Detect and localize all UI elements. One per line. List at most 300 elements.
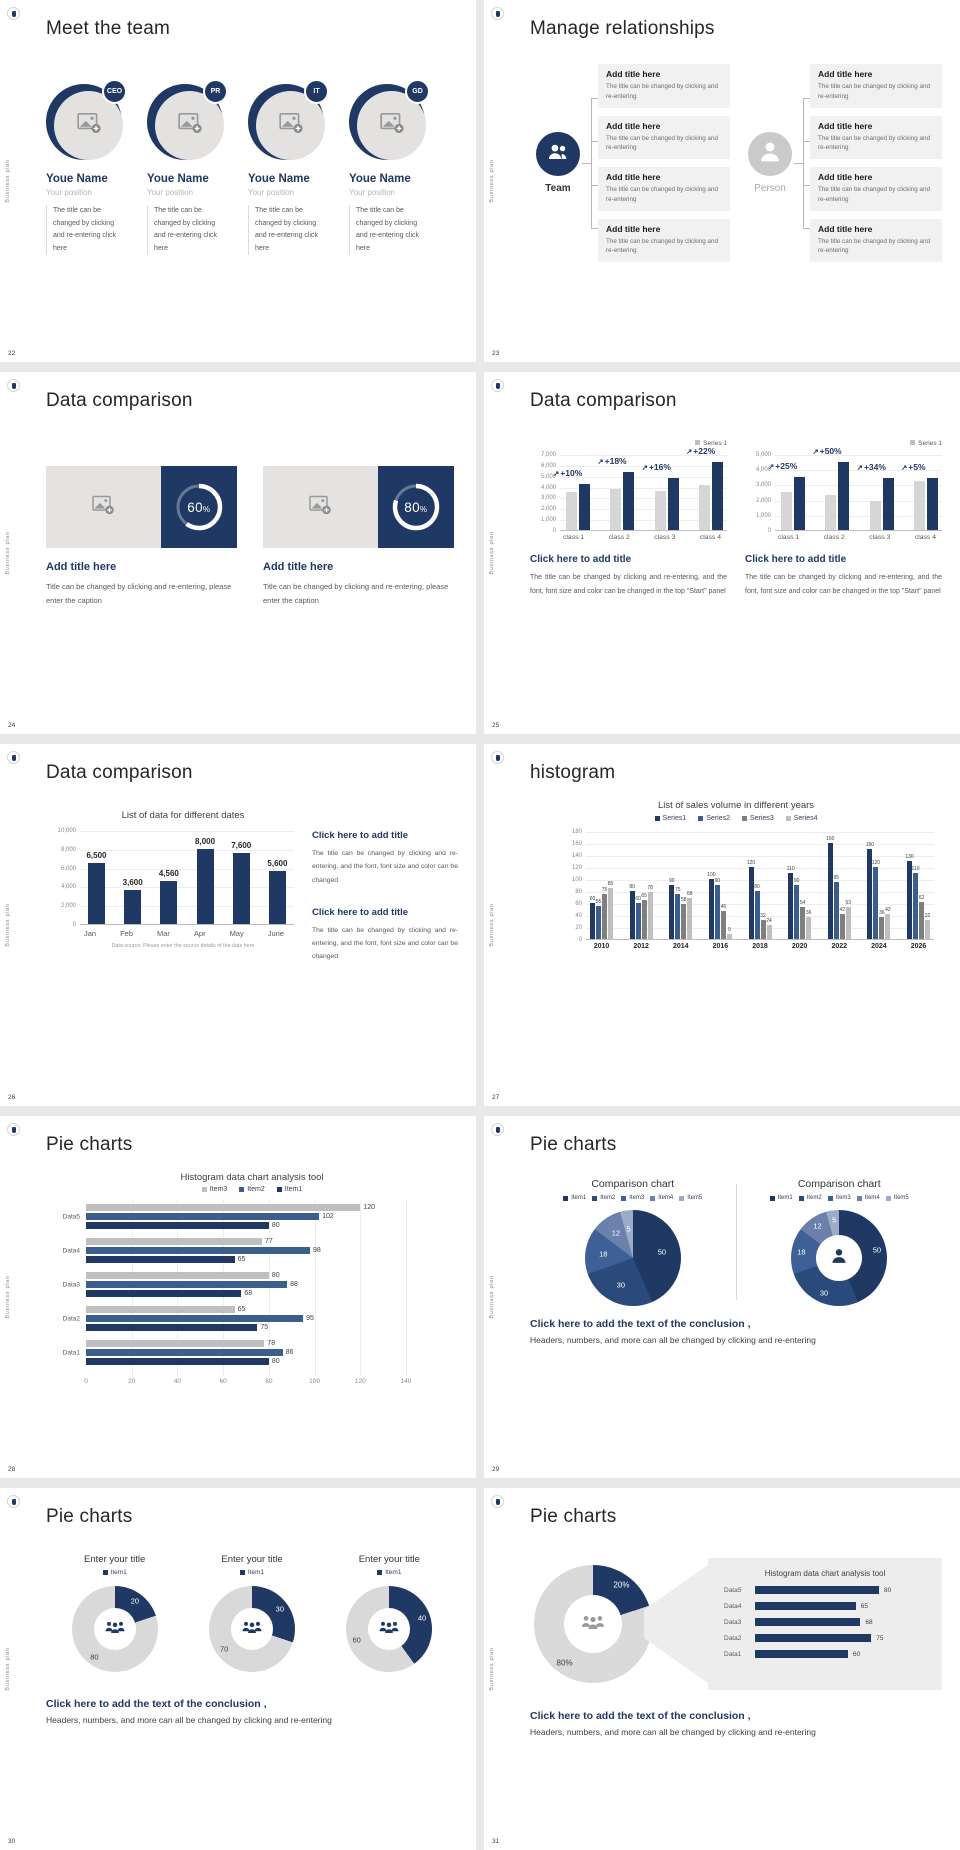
pie-slice-label: 50 bbox=[872, 1245, 882, 1255]
bar-value-label: 150 bbox=[865, 842, 875, 848]
x-tick-label: 2012 bbox=[633, 943, 649, 950]
brand-logo-icon bbox=[7, 7, 20, 20]
slide-thumbnail-28[interactable] bbox=[0, 1116, 476, 1478]
bar-value-label: 80 bbox=[271, 1222, 280, 1229]
chart-footnote: Data source: Please enter the source details of the data here bbox=[111, 943, 255, 949]
progress-percent: 80% bbox=[404, 499, 428, 515]
info-box-desc: The title can be changed by clicking and re-entering bbox=[606, 237, 719, 255]
y-tick-label: 0 bbox=[552, 528, 556, 534]
x-tick-label: Apr bbox=[193, 929, 206, 938]
donut-chart bbox=[72, 1586, 158, 1672]
chart-cta-title: Click here to add title bbox=[745, 554, 847, 565]
bar-value-label: 68 bbox=[865, 1618, 873, 1626]
chart-title: Enter your title bbox=[84, 1554, 146, 1565]
pie-slice-label: 18 bbox=[797, 1247, 806, 1257]
pie-slice-label: 30 bbox=[819, 1288, 829, 1298]
slide-title: Pie charts bbox=[46, 1134, 133, 1155]
bar bbox=[767, 925, 772, 939]
bar-group bbox=[668, 878, 693, 950]
x-tick-label: 60 bbox=[219, 1378, 227, 1385]
baseline-bar bbox=[655, 491, 666, 530]
chart-cta-desc: The title can be changed by clicking and re-entering, and the font, font size and color can be changed in the top "Start" panel bbox=[530, 574, 727, 595]
bar bbox=[86, 1213, 319, 1220]
sidebar-brand-text: Business plan bbox=[5, 1647, 11, 1691]
bar bbox=[269, 871, 286, 924]
bar bbox=[794, 885, 799, 939]
bar-group bbox=[122, 878, 143, 924]
bar bbox=[913, 873, 918, 939]
info-box bbox=[598, 64, 730, 108]
x-tick-label: 40 bbox=[173, 1378, 182, 1385]
legend-item: Item2 bbox=[592, 1195, 615, 1201]
conclusion-block bbox=[530, 1710, 942, 1737]
callout-beam bbox=[644, 1565, 708, 1683]
bar bbox=[636, 903, 641, 939]
bar bbox=[828, 843, 833, 939]
bar bbox=[88, 863, 105, 924]
x-tick-label: Feb bbox=[120, 929, 134, 938]
x-tick-label: 2010 bbox=[593, 943, 610, 950]
x-tick-label: class 2 bbox=[823, 534, 845, 541]
image-placeholder-icon bbox=[379, 110, 405, 141]
bar-value-label: 100 bbox=[707, 872, 716, 878]
bar-value-label: 5,600 bbox=[267, 859, 288, 868]
hbar-group bbox=[62, 1204, 406, 1229]
slide-thumbnail-25[interactable] bbox=[484, 372, 960, 734]
info-box-desc: The title can be changed by clicking and re-entering bbox=[818, 186, 931, 203]
y-tick-label: 180 bbox=[571, 829, 582, 835]
bar bbox=[86, 1247, 310, 1254]
brand-logo-icon bbox=[7, 751, 20, 764]
bar bbox=[755, 1586, 879, 1594]
growth-label: ↗+16% bbox=[641, 462, 671, 472]
slide-thumbnail-29[interactable] bbox=[484, 1116, 960, 1478]
progress-donut bbox=[378, 466, 454, 548]
chart-title: Histogram data chart analysis tool bbox=[764, 1569, 886, 1578]
bar-value-label: 102 bbox=[322, 1213, 334, 1220]
legend-item: Item5 bbox=[886, 1195, 909, 1201]
legend-item: Item4 bbox=[650, 1195, 673, 1201]
relation-group bbox=[742, 64, 942, 262]
chart-legend: Series 1 bbox=[745, 440, 942, 447]
category-label: Data4 bbox=[724, 1602, 742, 1610]
bar-group bbox=[231, 841, 252, 924]
bar-value-label: 3,600 bbox=[122, 878, 143, 887]
pie-slice-label: 40 bbox=[417, 1613, 427, 1623]
chart-title: Comparison chart bbox=[591, 1178, 675, 1190]
x-tick-label: 2018 bbox=[752, 943, 768, 950]
bar-value-label: 42 bbox=[839, 907, 846, 913]
legend-item: Item3 bbox=[202, 1186, 228, 1193]
donut-chart-block bbox=[183, 1554, 320, 1672]
info-box-title: Add title here bbox=[606, 120, 661, 131]
x-tick-label: class 2 bbox=[608, 534, 630, 541]
pie-slice-label: 5 bbox=[626, 1224, 631, 1234]
conclusion-desc: Headers, numbers, and more can all be changed by clicking and re-entering bbox=[530, 1335, 816, 1345]
member-position: Your position bbox=[248, 188, 294, 197]
pie-slice-label: 12 bbox=[611, 1228, 621, 1238]
pie-slice-label: 12 bbox=[813, 1221, 822, 1231]
bar-value-label: 4,560 bbox=[158, 869, 179, 878]
bar-value-label: 32 bbox=[924, 913, 931, 919]
member-role-badge: PR bbox=[203, 79, 228, 104]
info-box-title: Add title here bbox=[606, 223, 661, 234]
bar-value-label: 120 bbox=[746, 860, 756, 866]
bar bbox=[800, 907, 805, 939]
pie-chart bbox=[585, 1210, 681, 1306]
bar-value-label: 42 bbox=[885, 907, 891, 913]
bar-value-label: 80 bbox=[271, 1272, 280, 1279]
growth-label: ↗+18% bbox=[597, 456, 627, 466]
bar-value-label: 6,500 bbox=[86, 851, 107, 860]
growth-label: ↗+5% bbox=[900, 462, 926, 472]
brand-logo-icon bbox=[491, 1495, 504, 1508]
bar bbox=[873, 867, 878, 939]
member-role-badge: CEO bbox=[102, 79, 127, 104]
pie-chart-block bbox=[530, 1178, 736, 1306]
bar bbox=[846, 907, 851, 939]
bar-value-label: 85 bbox=[607, 881, 614, 887]
team-member-card bbox=[349, 82, 439, 255]
info-box-title: Add title here bbox=[818, 172, 873, 182]
image-placeholder-icon bbox=[308, 493, 332, 522]
legend-item: Item2 bbox=[799, 1195, 822, 1201]
x-tick-label: 2014 bbox=[672, 943, 689, 950]
pie-slice-label: 50 bbox=[657, 1247, 667, 1257]
bar-group bbox=[865, 842, 891, 950]
trend-up-arrow-icon: ↗ bbox=[856, 463, 863, 472]
slide-number: 28 bbox=[8, 1466, 16, 1473]
gridline bbox=[80, 831, 294, 832]
sidebar-brand-text: Business plan bbox=[489, 531, 495, 575]
y-tick-label: 100 bbox=[571, 877, 582, 883]
slide-title: Pie charts bbox=[530, 1134, 617, 1155]
y-tick-label: 4,000 bbox=[755, 467, 771, 474]
group-label: Team bbox=[545, 183, 571, 194]
card-title: Add title here bbox=[46, 561, 117, 573]
conclusion-title: Click here to add the text of the conclusion , bbox=[530, 1710, 751, 1722]
chart-cta-desc: The title can be changed by clicking and re-entering, and the font, font size and color can be changed in the top "Start" panel bbox=[745, 574, 942, 595]
pie-slice-label: 20 bbox=[130, 1596, 140, 1606]
category-label: Data1 bbox=[724, 1650, 742, 1658]
chart-title: Comparison chart bbox=[797, 1178, 881, 1190]
bar-value-label: 60 bbox=[853, 1650, 861, 1658]
growth-label: ↗+25% bbox=[768, 461, 798, 471]
bar-value-label: 9 bbox=[727, 927, 731, 933]
chart-title: Enter your title bbox=[358, 1554, 420, 1565]
category-label: Data5 bbox=[62, 1213, 80, 1220]
trend-up-arrow-icon: ↗ bbox=[768, 462, 775, 471]
member-name: Youe Name bbox=[46, 173, 108, 185]
slide-thumbnail-23[interactable] bbox=[484, 0, 960, 362]
trend-up-arrow-icon: ↗ bbox=[597, 457, 604, 466]
bar bbox=[669, 885, 674, 939]
hbar-row bbox=[724, 1618, 926, 1626]
bar bbox=[715, 885, 720, 939]
bar-group bbox=[707, 872, 732, 950]
member-description: The title can be changed by clicking and re-entering click here bbox=[349, 205, 429, 255]
pie-slice-label: 80% bbox=[556, 1658, 573, 1668]
bar-value-label: 58 bbox=[680, 897, 687, 903]
bar bbox=[86, 1349, 283, 1356]
bar bbox=[788, 873, 793, 939]
bar bbox=[86, 1290, 241, 1297]
member-position: Your position bbox=[147, 188, 193, 197]
y-tick-label: 40 bbox=[575, 913, 582, 919]
hbar-row bbox=[724, 1634, 926, 1642]
people-group-icon bbox=[579, 1613, 607, 1636]
slide-title: Pie charts bbox=[530, 1506, 617, 1527]
chart-legend bbox=[46, 1186, 458, 1193]
conclusion-block bbox=[530, 1318, 942, 1345]
donut-chart-block bbox=[46, 1554, 183, 1672]
bar bbox=[86, 1315, 303, 1322]
bar bbox=[806, 917, 811, 939]
member-role-badge: IT bbox=[304, 79, 329, 104]
current-bar bbox=[883, 478, 894, 530]
brand-logo-icon bbox=[7, 379, 20, 392]
legend-item: Series3 bbox=[742, 815, 774, 822]
bar bbox=[86, 1281, 287, 1288]
conclusion-desc: Headers, numbers, and more can all be changed by clicking and re-entering bbox=[46, 1715, 332, 1725]
x-tick-label: 2026 bbox=[910, 943, 927, 950]
current-bar bbox=[838, 462, 849, 530]
donut-center bbox=[368, 1608, 410, 1650]
category-label: Data2 bbox=[62, 1315, 80, 1322]
slide-thumbnail-22[interactable] bbox=[0, 0, 476, 362]
baseline-bar bbox=[781, 492, 792, 530]
current-bar bbox=[579, 484, 590, 530]
slide-title: Pie charts bbox=[46, 1506, 133, 1527]
baseline-bar bbox=[610, 489, 621, 530]
x-tick-label: Jan bbox=[84, 929, 97, 938]
y-tick-label: 0 bbox=[72, 922, 76, 928]
baseline-bar bbox=[566, 492, 577, 530]
member-name: Youe Name bbox=[349, 173, 411, 185]
slide-thumbnail-31[interactable] bbox=[484, 1488, 960, 1850]
bar-value-label: 90 bbox=[668, 878, 675, 884]
pie-slice-label: 20% bbox=[613, 1580, 630, 1590]
slide-number: 31 bbox=[492, 1838, 500, 1845]
slide-title: Data comparison bbox=[46, 390, 193, 411]
member-avatar bbox=[349, 82, 431, 164]
bar bbox=[86, 1256, 235, 1263]
member-avatar bbox=[147, 82, 229, 164]
person-icon bbox=[755, 137, 785, 172]
bar-value-label: 32 bbox=[760, 913, 766, 919]
bar bbox=[919, 902, 924, 939]
pie-slice-label: 70 bbox=[219, 1644, 229, 1654]
sidebar-brand-text: Business plan bbox=[5, 1275, 11, 1319]
bar bbox=[675, 894, 680, 939]
current-bar bbox=[794, 477, 805, 530]
conclusion-desc: Headers, numbers, and more can all be changed by clicking and re-entering bbox=[530, 1727, 816, 1737]
y-tick-label: 1,000 bbox=[540, 517, 556, 524]
pie-slice-label: 60 bbox=[352, 1635, 361, 1645]
bar-value-label: 110 bbox=[786, 866, 795, 872]
current-bar bbox=[623, 472, 634, 530]
slide-thumbnail-30[interactable] bbox=[0, 1488, 476, 1850]
card-desc: Title can be changed by clicking and re-entering, please enter the caption bbox=[46, 582, 232, 606]
conclusion-title: Click here to add the text of the conclusion , bbox=[46, 1698, 267, 1710]
x-tick-label: 0 bbox=[84, 1378, 88, 1385]
x-tick-label: class 1 bbox=[778, 534, 800, 541]
y-tick-label: 2,000 bbox=[755, 497, 771, 504]
chart-title: Histogram data chart analysis tool bbox=[180, 1172, 324, 1183]
text-block bbox=[312, 907, 458, 964]
bar-value-label: 24 bbox=[766, 918, 772, 924]
x-tick-label: class 4 bbox=[699, 534, 721, 541]
trend-up-arrow-icon: ↗ bbox=[685, 447, 693, 456]
bar-group bbox=[812, 446, 849, 530]
team-icon bbox=[545, 139, 571, 170]
y-tick-label: 140 bbox=[571, 853, 582, 859]
bar-group bbox=[900, 462, 938, 530]
card-desc: Title can be changed by clicking and re-entering, please enter the caption bbox=[263, 582, 449, 606]
info-box-desc: The title can be changed by clicking and re-entering bbox=[606, 83, 719, 100]
connector-lines bbox=[586, 80, 598, 246]
x-tick-label: class 1 bbox=[563, 534, 585, 541]
member-name: Youe Name bbox=[147, 173, 209, 185]
team-member-card bbox=[46, 82, 136, 255]
x-tick-label: 120 bbox=[354, 1378, 366, 1385]
slide-number: 26 bbox=[8, 1094, 16, 1101]
y-tick-label: 80 bbox=[575, 889, 582, 895]
info-box-title: Add title here bbox=[818, 120, 873, 131]
slide-thumbnail-24[interactable] bbox=[0, 372, 476, 734]
bar-group bbox=[86, 851, 107, 924]
bar bbox=[86, 1340, 264, 1347]
info-box-title: Add title here bbox=[606, 172, 661, 182]
person-icon bbox=[748, 132, 792, 176]
sidebar-brand-text: Business plan bbox=[489, 159, 495, 203]
image-placeholder-icon bbox=[177, 110, 203, 141]
bar-group bbox=[158, 869, 179, 924]
member-description: The title can be changed by clicking and re-entering click here bbox=[248, 205, 328, 255]
member-position: Your position bbox=[46, 188, 92, 197]
donut-center bbox=[564, 1595, 622, 1653]
bar-value-label: 98 bbox=[313, 1247, 321, 1254]
progress-donut bbox=[161, 466, 237, 548]
pie-slice-label: 18 bbox=[599, 1249, 608, 1259]
hbar-row bbox=[724, 1650, 926, 1658]
pie-slice-label: 30 bbox=[616, 1280, 626, 1290]
bar-value-label: 60 bbox=[589, 896, 596, 902]
team-member-card bbox=[147, 82, 237, 255]
bar-value-label: 60 bbox=[635, 896, 641, 902]
slide-number: 25 bbox=[492, 722, 500, 729]
gridline bbox=[406, 1199, 407, 1376]
y-tick-label: 5,000 bbox=[540, 473, 556, 480]
x-tick-label: 80 bbox=[265, 1378, 273, 1385]
member-avatar bbox=[248, 82, 330, 164]
chart-legend bbox=[563, 1195, 702, 1201]
sidebar-brand-text: Business plan bbox=[5, 531, 11, 575]
bar bbox=[755, 1650, 848, 1658]
brand-logo-icon bbox=[491, 7, 504, 20]
y-tick-label: 8,000 bbox=[60, 846, 76, 853]
bar-group bbox=[597, 456, 634, 530]
sidebar-brand-text: Business plan bbox=[489, 1647, 495, 1691]
info-box-desc: The title can be changed by clicking and re-entering bbox=[818, 134, 931, 152]
bar bbox=[834, 882, 839, 939]
person-icon bbox=[828, 1245, 850, 1272]
info-box-title: Add title here bbox=[606, 69, 661, 79]
chart-legend: Item1 bbox=[240, 1569, 264, 1576]
info-box bbox=[810, 219, 942, 263]
bar bbox=[86, 1272, 269, 1279]
conclusion-block bbox=[46, 1698, 458, 1725]
bar bbox=[602, 894, 607, 939]
legend-item: Item1 bbox=[770, 1195, 793, 1201]
donut-center bbox=[816, 1235, 862, 1281]
member-name: Youe Name bbox=[248, 173, 310, 185]
bar bbox=[687, 898, 692, 939]
legend-item: Series2 bbox=[698, 815, 730, 822]
bar-group bbox=[768, 461, 805, 530]
chart-legend: Item1 bbox=[103, 1569, 127, 1576]
chart-title: Enter your title bbox=[221, 1554, 283, 1565]
legend-item: Series4 bbox=[786, 815, 818, 822]
text-block bbox=[312, 830, 458, 887]
callout-panel bbox=[708, 1558, 942, 1690]
bar bbox=[721, 911, 726, 939]
chart-title: List of sales volume in different years bbox=[657, 800, 815, 811]
bar bbox=[630, 891, 635, 939]
bar bbox=[590, 903, 595, 939]
bar-value-label: 46 bbox=[720, 904, 727, 910]
y-tick-label: 6,000 bbox=[60, 865, 76, 872]
bar-value-label: 95 bbox=[833, 875, 840, 881]
bar-value-label: 53 bbox=[845, 900, 852, 906]
y-tick-label: 0 bbox=[578, 937, 582, 943]
y-tick-label: 60 bbox=[575, 901, 582, 907]
bar-value-label: 65 bbox=[860, 1602, 869, 1610]
image-placeholder-icon bbox=[91, 493, 115, 522]
bar-value-label: 7,600 bbox=[231, 841, 252, 850]
current-bar bbox=[927, 478, 938, 530]
bar-group bbox=[641, 462, 679, 530]
card-title: Add title here bbox=[263, 561, 334, 573]
bar bbox=[642, 900, 647, 939]
info-box-desc: The title can be changed by clicking and re-entering bbox=[606, 186, 719, 203]
brand-logo-icon bbox=[491, 1123, 504, 1136]
y-tick-label: 10,000 bbox=[57, 828, 76, 834]
sidebar-brand-text: Business plan bbox=[5, 903, 11, 947]
info-box bbox=[810, 167, 942, 211]
info-box-title: Add title here bbox=[818, 69, 873, 79]
y-tick-label: 5,000 bbox=[755, 452, 771, 458]
bar-value-label: 90 bbox=[714, 878, 721, 884]
group-label: Person bbox=[754, 183, 786, 194]
hbar-row bbox=[724, 1586, 926, 1594]
bar bbox=[755, 1618, 860, 1626]
legend-item: Item2 bbox=[239, 1186, 265, 1193]
bar bbox=[86, 1222, 269, 1229]
bar-value-label: 65 bbox=[237, 1306, 246, 1313]
member-description: The title can be changed by clicking and re-entering click here bbox=[46, 205, 126, 255]
y-tick-label: 4,000 bbox=[540, 484, 556, 491]
legend-item: Item1 bbox=[563, 1195, 586, 1201]
slide-thumbnail-26[interactable] bbox=[0, 744, 476, 1106]
chart-cta-title: Click here to add title bbox=[530, 554, 632, 565]
slide-thumbnail-27[interactable] bbox=[484, 744, 960, 1106]
bar-group bbox=[195, 837, 216, 924]
bar-group bbox=[856, 462, 894, 530]
donut-chart-block bbox=[321, 1554, 458, 1672]
bar-group bbox=[905, 854, 931, 950]
bar bbox=[879, 917, 884, 939]
